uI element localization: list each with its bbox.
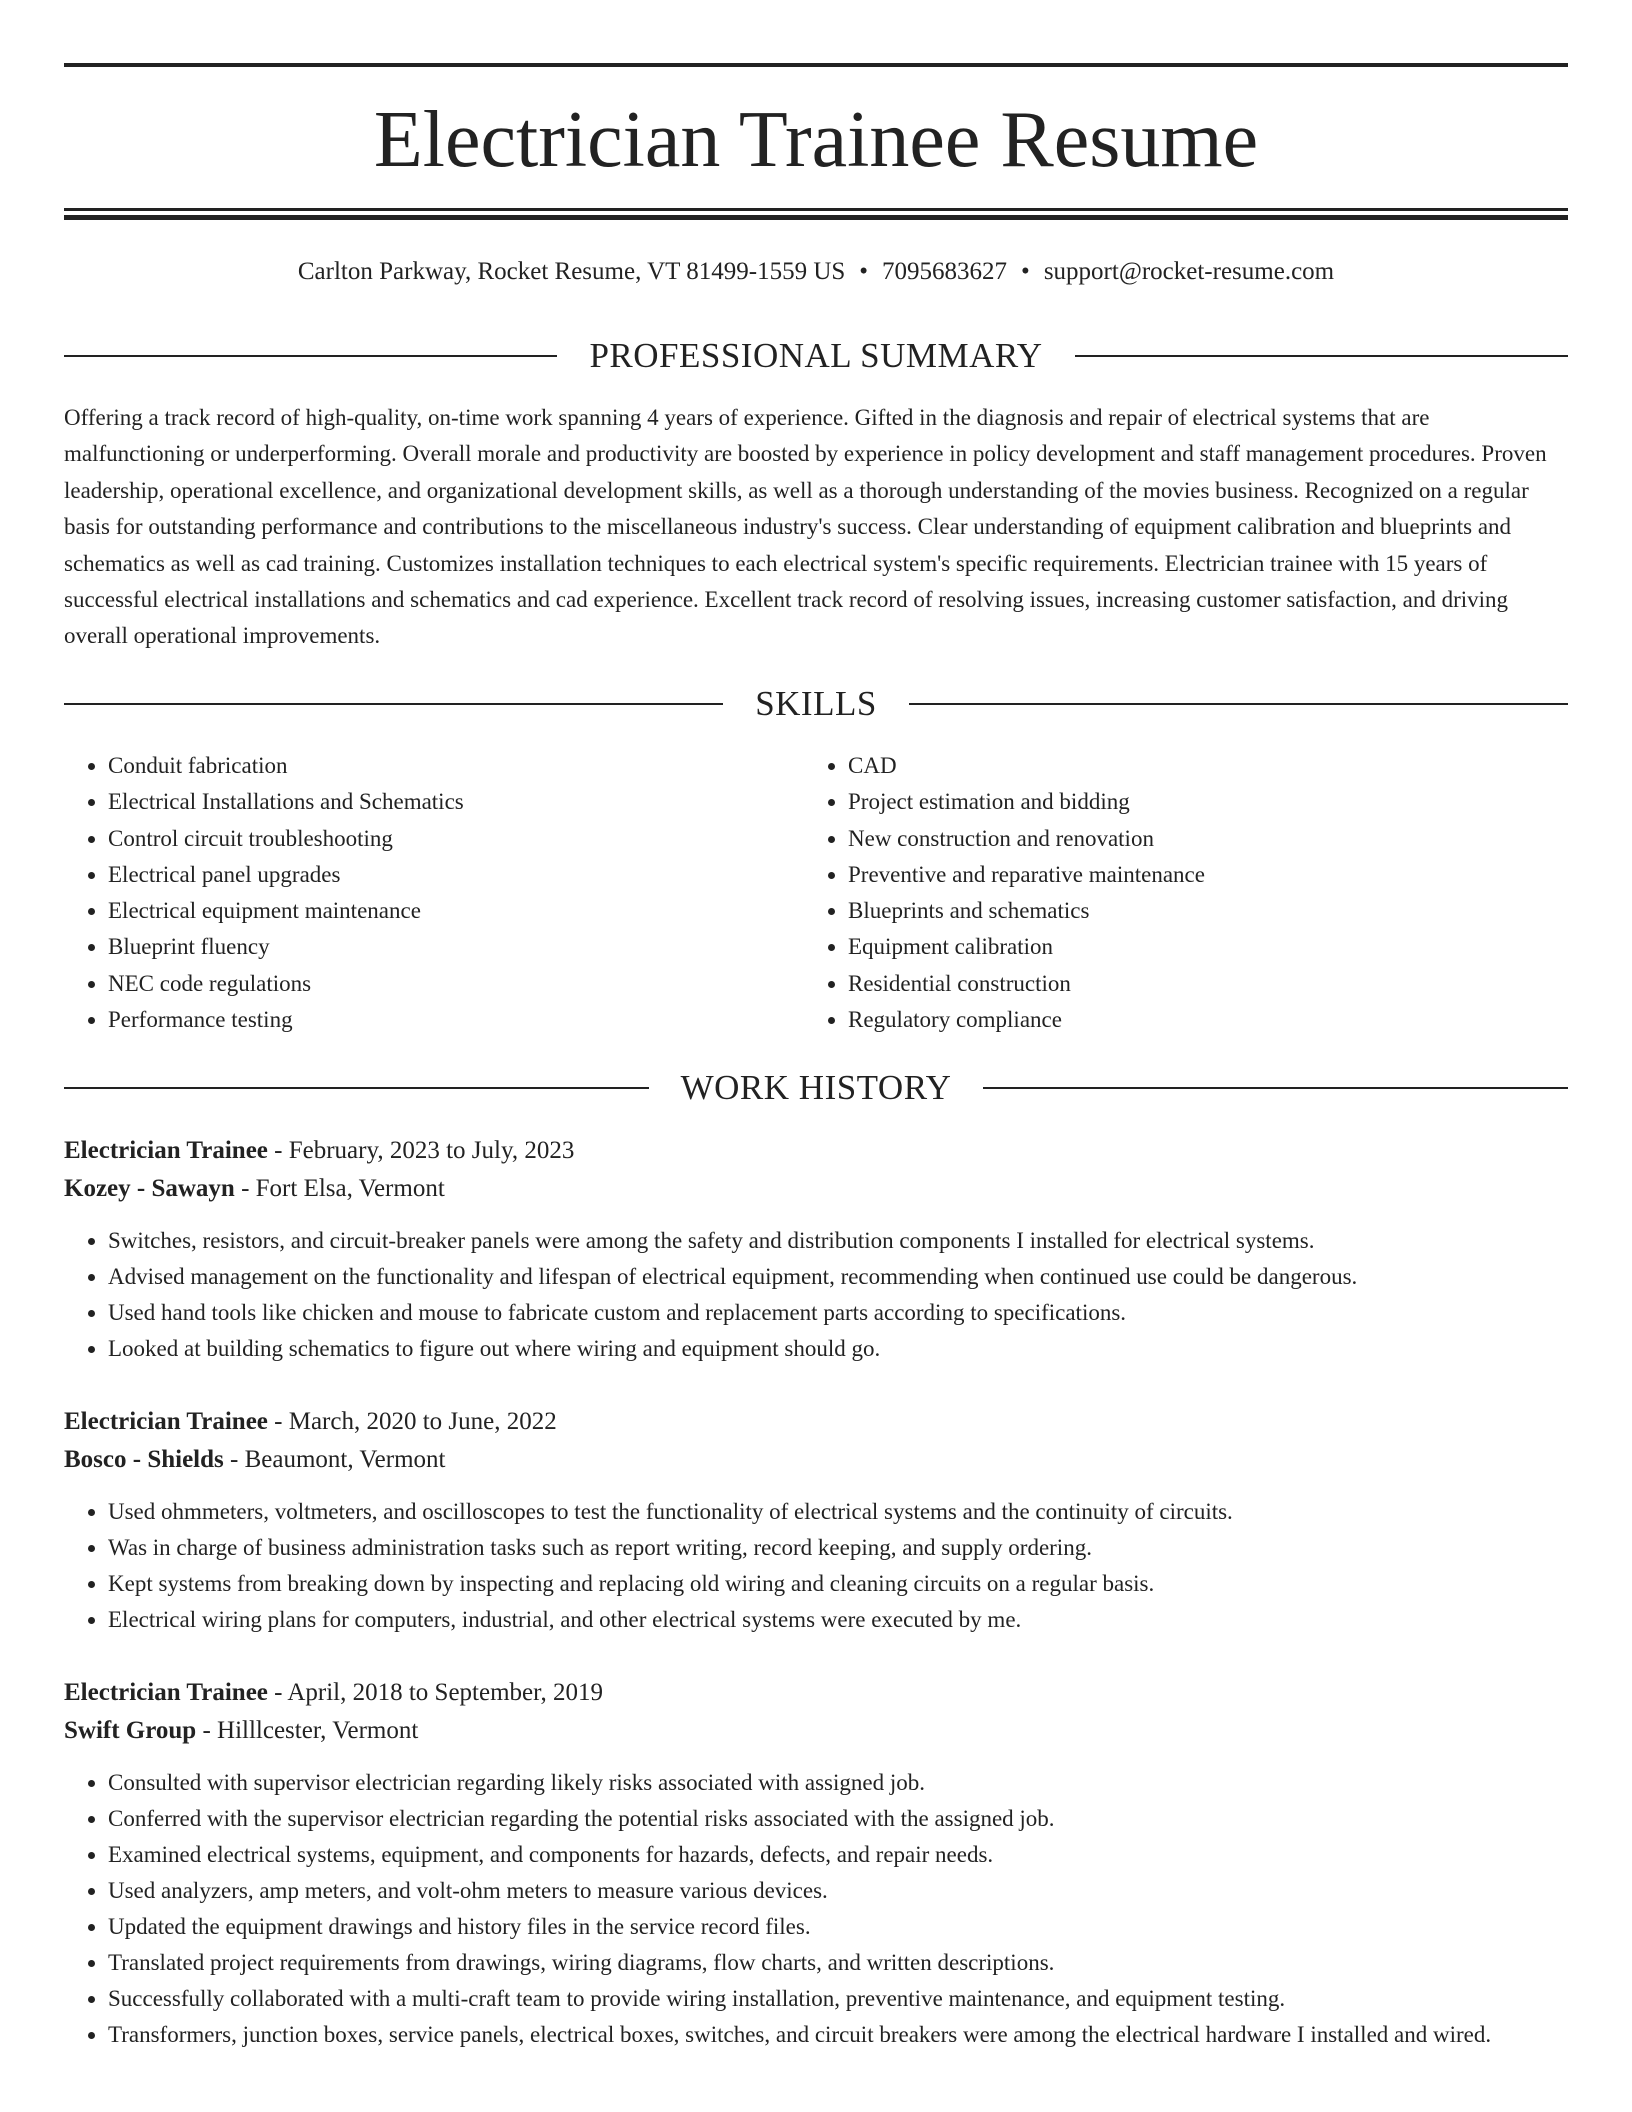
job-bullet: • Advised management on the functionality and lifespan of electrical equipment, recommending when continued use could be dangerous. [108,1259,1568,1295]
job-location: - Beaumont, Vermont [223,1446,446,1473]
job-bullet: • Translated project requirements from drawings, wiring diagrams, flow charts, and written descriptions. [108,1945,1568,1981]
contact-separator: • [859,258,869,285]
job-bullet: • Updated the equipment drawings and history files in the service record files. [108,1909,1568,1945]
skill-item: • Residential construction [848,966,1502,1002]
skills-column-left [64,748,762,1038]
skill-item: • Electrical panel upgrades [108,857,762,893]
skill-item: • Blueprint fluency [108,929,762,965]
contact-address: Carlton Parkway, Rocket Resume, VT 81499-1559 US [297,258,846,285]
job-bullet: • Conferred with the supervisor electrician regarding the potential risks associated with the assigned job. [108,1801,1568,1837]
skills-column-right [804,748,1502,1038]
job-bullet: • Switches, resistors, and circuit-breaker panels were among the safety and distribution components I installed for electrical systems. [108,1223,1568,1259]
skill-item: • Conduit fabrication [108,748,762,784]
contact-line [64,254,1568,290]
job-title: Electrician Trainee [64,1408,268,1435]
skill-item: • Control circuit troubleshooting [108,821,762,857]
skill-item: • Performance testing [108,1002,762,1038]
contact-email: support@rocket-resume.com [1043,258,1335,285]
skill-item: • Electrical equipment maintenance [108,893,762,929]
job-bullet: • Was in charge of business administration tasks such as report writing, record keeping, and supply ordering. [108,1530,1568,1566]
job-location: - Hilllcester, Vermont [196,1717,419,1744]
section-title-work-history: WORK HISTORY [680,1068,952,1107]
job-bullet: • Electrical wiring plans for computers, industrial, and other electrical systems were executed by me. [108,1602,1568,1638]
skill-item: • Preventive and reparative maintenance [848,857,1502,893]
section-rule-left [64,1087,649,1089]
job-company-line [64,1712,1568,1750]
job-company-line [64,1170,1568,1208]
job-bullet-list [64,1765,1568,2053]
job-dates: - March, 2020 to June, 2022 [267,1408,557,1435]
skills-list [64,748,1568,1038]
job-bullet: • Consulted with supervisor electrician regarding likely risks associated with assigned job. [108,1765,1568,1801]
job-title-line [64,1403,1568,1441]
section-header-summary [64,334,1568,378]
skill-item: • New construction and renovation [848,821,1502,857]
job-company: Bosco - Shields [64,1446,224,1473]
skill-item: • Project estimation and bidding [848,784,1502,820]
skill-item: • Blueprints and schematics [848,893,1502,929]
job-entry [64,1403,1568,1638]
skill-item: • Equipment calibration [848,929,1502,965]
job-bullet: • Used hand tools like chicken and mouse to fabricate custom and replacement parts according to specifications. [108,1295,1568,1331]
section-title-summary: PROFESSIONAL SUMMARY [589,336,1043,375]
section-title-skills: SKILLS [755,684,877,723]
section-rule-right [983,1087,1568,1089]
section-rule-left [64,355,557,357]
skill-item: • Electrical Installations and Schematics [108,784,762,820]
job-bullet: • Examined electrical systems, equipment, and components for hazards, defects, and repair needs. [108,1837,1568,1873]
top-rule [64,63,1568,67]
job-dates: - April, 2018 to September, 2019 [267,1679,603,1706]
job-entry [64,1132,1568,1367]
resume-title: Electrician Trainee Resume [373,96,1259,184]
job-bullet: • Kept systems from breaking down by inspecting and replacing old wiring and cleaning circuits on a regular basis. [108,1566,1568,1602]
section-rule-right [909,703,1568,705]
skill-item: • CAD [848,748,1502,784]
skill-item: • Regulatory compliance [848,1002,1502,1038]
job-bullet: • Looked at building schematics to figure out where wiring and equipment should go. [108,1331,1568,1367]
job-bullet: • Transformers, junction boxes, service panels, electrical boxes, switches, and circuit breakers were among the electrical hardware I installed and wired. [108,2017,1568,2053]
section-header-skills [64,682,1568,726]
section-rule-right [1075,355,1568,357]
title-double-rule [64,208,1568,220]
job-title: Electrician Trainee [64,1679,268,1706]
contact-separator: • [1021,258,1030,285]
job-bullet: • Used analyzers, amp meters, and volt-ohm meters to measure various devices. [108,1873,1568,1909]
job-company: Kozey - Sawayn [64,1175,235,1202]
job-company: Swift Group [64,1717,197,1744]
job-dates: - February, 2023 to July, 2023 [267,1137,575,1164]
job-bullet-list [64,1494,1568,1638]
job-bullet: • Used ohmmeters, voltmeters, and oscilloscopes to test the functionality of electrical systems and the continuity of circuits. [108,1494,1568,1530]
section-rule-left [64,703,723,705]
professional-summary-text: Offering a track record of high-quality, on-time work spanning 4 years of experience. Gifted in the diagnosis and repair of electrical systems that are malfunctioning or underperforming. Overall morale and productivity are boosted by experience in policy development and staff management procedures. Proven leadership, operational excellence, and organizational development skills, as well as a thorough understanding of the movies business. Recognized on a regular basis for outstanding performance and contributions to the miscellaneous industry's success. Clear understanding of equipment calibration and blueprints and schematics as well as cad training. Customizes installation techniques to each electrical system's specific requirements. Electrician trainee with 15 years of successful electrical installations and schematics and cad experience. Excellent track record of resolving issues, increasing customer satisfaction, and driving overall operational improvements. [64,405,1547,649]
section-header-work-history [64,1066,1568,1110]
job-bullet: • Successfully collaborated with a multi-craft team to provide wiring installation, preventive maintenance, and equipment testing. [108,1981,1568,2017]
job-title-line [64,1132,1568,1170]
job-company-line [64,1441,1568,1479]
job-location: - Fort Elsa, Vermont [234,1175,445,1202]
contact-phone: 7095683627 [882,258,1008,285]
job-title-line [64,1674,1568,1712]
job-bullet-list [64,1223,1568,1367]
job-title: Electrician Trainee [64,1137,268,1164]
job-entry [64,1674,1568,2053]
skill-item: • NEC code regulations [108,966,762,1002]
